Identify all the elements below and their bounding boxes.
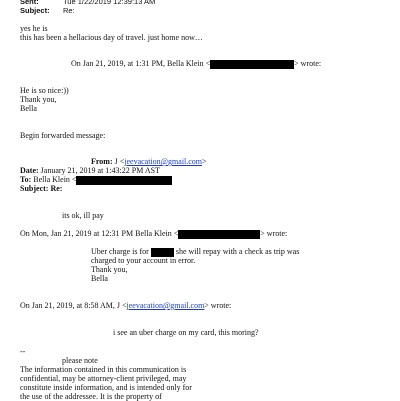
forward-to-value: Bella Klein < [33, 175, 77, 184]
quote2-suffix: > wrote: [260, 229, 288, 238]
reply1-line2: this has been a hellacious day of travel. just home now… [20, 33, 203, 42]
quote2-line1-b: she will repay with a check as trip was [175, 247, 300, 256]
quote1-suffix: > wrote: [294, 59, 322, 68]
forward-from-name: J < [114, 157, 125, 166]
redaction-block [76, 176, 172, 185]
quote1-header [71, 59, 321, 69]
forward-date-row [20, 166, 160, 175]
forward-from-email-link[interactable]: jeevacation@gmail.com [124, 157, 203, 166]
quote2-body-line4: Bella [91, 274, 108, 283]
forward-date-value: January 21, 2019 at 1:43:22 PM AST [40, 166, 160, 175]
reply2-line1: He is so nice:)) [20, 86, 69, 95]
notice-line4: constitute inside information, and is intended only for [20, 383, 192, 392]
quote3-suffix: > wrote: [204, 301, 232, 310]
reply1-line1: yes he is [20, 24, 48, 33]
reply2-line3: Bella [20, 104, 37, 113]
sent-value: Tue 1/22/2019 12:39:13 AM [63, 0, 156, 6]
forward-date-label: Date: [20, 166, 39, 175]
subject-label: Subject: [20, 6, 50, 15]
subject-value: Re: [63, 6, 75, 15]
signature-dashes: -- [20, 347, 26, 356]
quote3-email-link[interactable]: jeevacation@gmail.com [126, 301, 205, 310]
sent-label: Sent: [20, 0, 39, 6]
reply3-line: its ok, ill pay [62, 211, 104, 220]
redaction-block [210, 60, 294, 69]
quote2-body-line2: charged to your account in error. [91, 256, 196, 265]
quote1-prefix: On Jan 21, 2019, at 1:31 PM, Bella Klein < [71, 59, 211, 68]
quote2-prefix: On Mon, Jan 21, 2019 at 12:31 PM Bella Klein < [20, 229, 179, 238]
forward-intro: Begin forwarded message: [20, 131, 106, 140]
quote2-body-line3: Thank you, [91, 265, 128, 274]
notice-line1: please note [62, 356, 98, 365]
quote2-line1-a: Uber charge is for [91, 247, 149, 256]
redaction-block [178, 230, 260, 239]
subject-row [20, 6, 75, 15]
forward-subject-row [20, 184, 62, 193]
quote3-body: i see an uber charge on my card, this moring? [113, 328, 259, 337]
notice-line3: confidential, may be attorney-client privileged, may [20, 374, 187, 383]
forward-from-label: From: [91, 157, 113, 166]
forward-from-close: > [202, 157, 207, 166]
notice-line5: the use of the addressee. It is the property of [20, 392, 162, 401]
notice-line2: The information contained in this communication is [20, 365, 187, 374]
quote3-prefix: On Jan 21, 2019, at 8:58 AM, J < [20, 301, 127, 310]
forward-subject-label: Subject: Re: [20, 184, 63, 193]
reply2-line2: Thank you, [20, 95, 57, 104]
quote2-header [20, 229, 287, 239]
forward-from-row [91, 157, 207, 166]
forward-to-label: To: [20, 175, 32, 184]
quote3-header [20, 301, 231, 310]
